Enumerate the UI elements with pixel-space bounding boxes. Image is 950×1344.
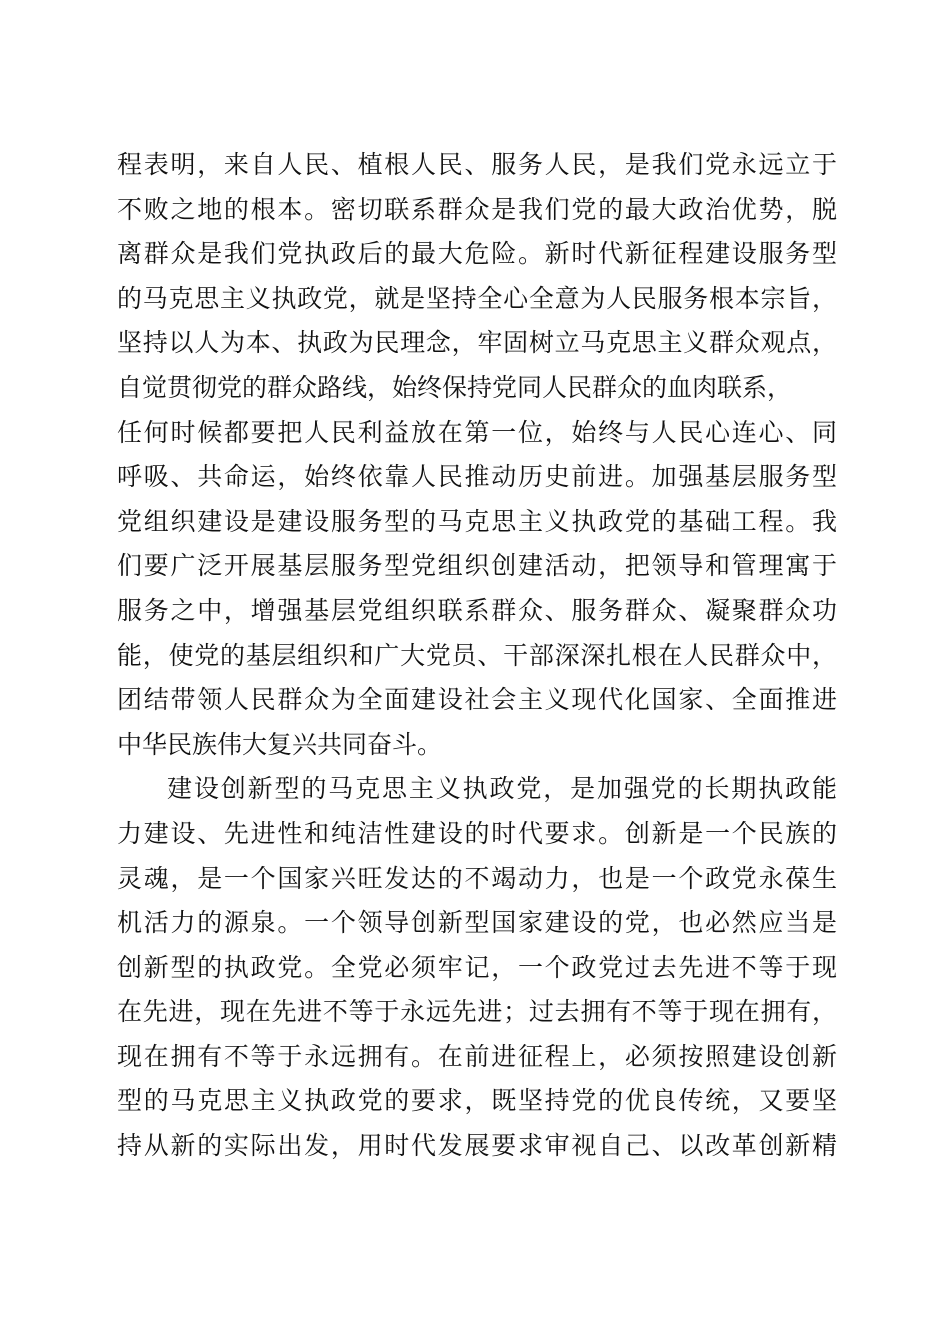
text-line: 灵魂，是一个国家兴旺发达的不竭动力，也是一个政党永葆生 bbox=[117, 863, 837, 893]
text-line: 任何时候都要把人民利益放在第一位，始终与人民心连心、同 bbox=[117, 417, 837, 447]
text-line: 建设创新型的马克思主义执政党，是加强党的长期执政能 bbox=[167, 774, 837, 804]
text-line: 创新型的执政党。全党必须牢记，一个政党过去先进不等于现 bbox=[117, 952, 837, 982]
text-line: 现在拥有不等于永远拥有。在前进征程上，必须按照建设创新 bbox=[117, 1041, 837, 1071]
paragraph-innovative-party bbox=[117, 767, 837, 1168]
text-line: 团结带领人民群众为全面建设社会主义现代化国家、全面推进 bbox=[117, 685, 837, 715]
text-line: 坚持以人为本、执政为民理念，牢固树立马克思主义群众观点， bbox=[117, 328, 837, 358]
text-line: 的马克思主义执政党，就是坚持全心全意为人民服务根本宗旨， bbox=[117, 283, 837, 313]
text-line: 型的马克思主义执政党的要求，既坚持党的优良传统，又要坚 bbox=[117, 1086, 837, 1116]
text-line: 离群众是我们党执政后的最大危险。新时代新征程建设服务型 bbox=[117, 239, 837, 269]
text-line: 服务之中，增强基层党组织联系群众、服务群众、凝聚群众功 bbox=[117, 595, 837, 625]
text-line: 党组织建设是建设服务型的马克思主义执政党的基础工程。我 bbox=[117, 506, 837, 536]
text-line: 自觉贯彻党的群众路线，始终保持党同人民群众的血肉联系， bbox=[117, 372, 793, 402]
text-line: 持从新的实际出发，用时代发展要求审视自己、以改革创新精 bbox=[117, 1131, 837, 1161]
body-text bbox=[117, 143, 837, 1169]
text-line: 力建设、先进性和纯洁性建设的时代要求。创新是一个民族的 bbox=[117, 818, 837, 848]
text-line: 呼吸、共命运，始终依靠人民推动历史前进。加强基层服务型 bbox=[117, 462, 837, 492]
text-line: 程表明，来自人民、植根人民、服务人民，是我们党永远立于 bbox=[117, 150, 837, 179]
paragraph-service-party bbox=[117, 143, 837, 767]
text-line: 在先进，现在先进不等于永远先进；过去拥有不等于现在拥有， bbox=[117, 997, 837, 1027]
text-line: 不败之地的根本。密切联系群众是我们党的最大政治优势，脱 bbox=[117, 194, 837, 224]
text-line: 机活力的源泉。一个领导创新型国家建设的党，也必然应当是 bbox=[117, 908, 837, 938]
text-line: 中华民族伟大复兴共同奋斗。 bbox=[117, 729, 443, 759]
text-line: 能，使党的基层组织和广大党员、干部深深扎根在人民群众中， bbox=[117, 640, 837, 670]
text-line: 们要广泛开展基层服务型党组织创建活动，把领导和管理寓于 bbox=[117, 551, 837, 581]
